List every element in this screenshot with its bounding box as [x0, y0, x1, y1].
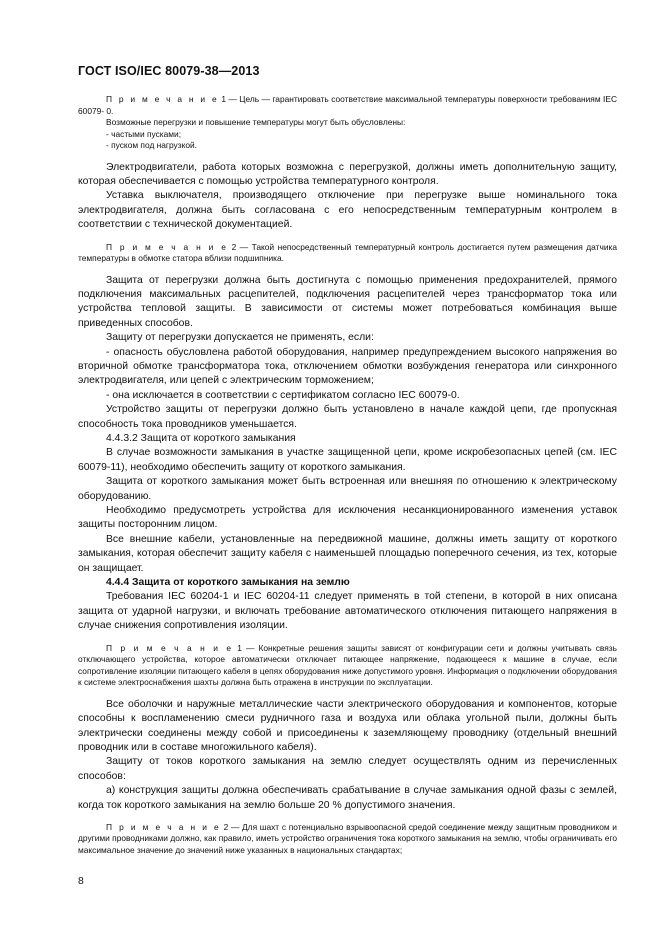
section-heading-444: 4.4.4 Защита от короткого замыкания на землю	[106, 577, 350, 589]
paragraph: Защиту от токов короткого замыкания на землю следует осуществлять одним из перечисленных способов:	[78, 756, 617, 782]
note-3	[78, 643, 617, 689]
note-label: П р и м е ч а н и е	[106, 821, 221, 832]
paragraph: Защита от короткого замыкания может быть встроенная или внешняя по отношению к электрическому оборудованию.	[78, 476, 617, 502]
note-text: 2 — Для шахт с потенциально взрывоопасной средой соединение между защитным проводником и другими проводниками должно, как правило, иметь устройство ограничения тока короткого замыкания на землю, чтобы ограничивать его максимальное значение до значений ниже указанных в национальных стандартах;	[78, 821, 617, 855]
section-heading-4432: 4.4.3.2 Защита от короткого замыкания	[106, 433, 296, 444]
paragraph: В случае возможности замыкания в участке защищенной цепи, кроме искробезопасных цепей (см. IEC 60079-11), необходимо обеспечить защиту от короткого замыкания.	[78, 447, 617, 473]
note-1-item: - пуском под нагрузкой.	[106, 140, 198, 150]
note-1-item: - частыми пусками;	[106, 128, 182, 139]
note-text: 1 — Конкретные решения защиты зависят от конфигурации сети и должны учитывать связь отключающего устройства, которое автоматически отключает питающее напряжение, подающееся к машине в случае, если сопротивление изоляции питающего кабеля в цепях оборудования ниже допустимого уровня. Информация о подключении оборудования к системе электроснабжения шахты должна быть отражена в инструкции по эксплуатации.	[78, 642, 617, 688]
paragraph: Электродвигатели, работа которых возможна с перегрузкой, должны иметь дополнительную защиту, которая обеспечивается с помощью устройства температурного контроля.	[78, 161, 617, 187]
note-1-sub: Возможные перегрузки и повышение температуры могут быть обусловлены:	[106, 117, 406, 127]
paragraph: Необходимо предусмотреть устройства для исключения несанкционированного изменения уставок защиты посторонним лицом.	[78, 505, 617, 531]
paragraph: Требования IEC 60204-1 и IEC 60204-11 следует применять в той степени, в которой в них описана защита от ударной нагрузки, и включать требование автоматического отключения питающего напряжения в случае снижения сопротивления изоляции.	[78, 591, 617, 632]
paragraph: Устройство защиты от перегрузки должно быть установлено в начале каждой цепи, где пропускная способность тока проводников уменьшается.	[78, 404, 617, 430]
paragraph: Уставка выключателя, производящего отключение при перегрузке выше номинального тока электродвигателя, должна быть согласована с его непосредственным температурным контролем в соответствии с технической документацией.	[78, 190, 617, 231]
list-item: - она исключается в соответствии с сертификатом согласно IEC 60079-0.	[106, 389, 460, 401]
paragraph: Все оболочки и наружные металлические части электрического оборудования и компонентов, которые способны к воспламенению смеси рудничного газа и воздуха или облака угольной пыли, должны быть электрически соединены между собой и присоединены к заземляющему проводнику (отдельный внешний проводник или в составе многожильного кабеля).	[78, 698, 617, 753]
list-item: - опасность обусловлена работой оборудования, например предупреждением высокого напряжения во вторичной обмотке трансформатора тока, отключением обмотки возбуждения генератора или синхронного электродвигателя, или цепей с электрическим торможением;	[78, 346, 617, 387]
paragraph: Защита от перегрузки должна быть достигнута с помощью применения предохранителей, прямого подключения максимальных расцепителей, подключения расцепителей через трансформатор тока или устройства тепловой защиты. В зависимости от системы может потребоваться комбинация выше приведенных способов.	[78, 274, 617, 329]
note-text: 1 — Цель — гарантировать соответствие максимальной температуры поверхности требованиям IEC 60079- 0.	[78, 94, 618, 116]
paragraph: Все внешние кабели, установленные на передвижной машине, должны иметь защиту от короткого замыкания, которая обеспечит защиту кабеля с наименьшей площадью поперечного сечения, из тех, которые он защищает.	[78, 533, 617, 574]
note-1	[78, 94, 617, 117]
note-label: П р и м е ч а н и е	[106, 241, 229, 252]
note-4	[78, 822, 617, 857]
note-label: П р и м е ч а н и е	[106, 642, 234, 653]
page-content	[78, 94, 617, 856]
paragraph: Защиту от перегрузки допускается не применять, если:	[106, 332, 374, 344]
note-2	[78, 242, 617, 265]
list-item: а) конструкция защиты должна обеспечивать срабатывание в случае замыкания одной фазы с землей, когда ток короткого замыкания на землю больше 20 % допустимого значения.	[78, 785, 617, 811]
note-label: П р и м е ч а н и е	[106, 94, 219, 104]
page-number: 8	[78, 876, 84, 887]
note-text: 2 — Такой непосредственный температурный контроль достигается путем размещения датчика температуры в обмотке статора вблизи подшипника.	[78, 241, 618, 264]
standard-header: ГОСТ ISO/IEC 80079-38—2013	[78, 64, 260, 78]
